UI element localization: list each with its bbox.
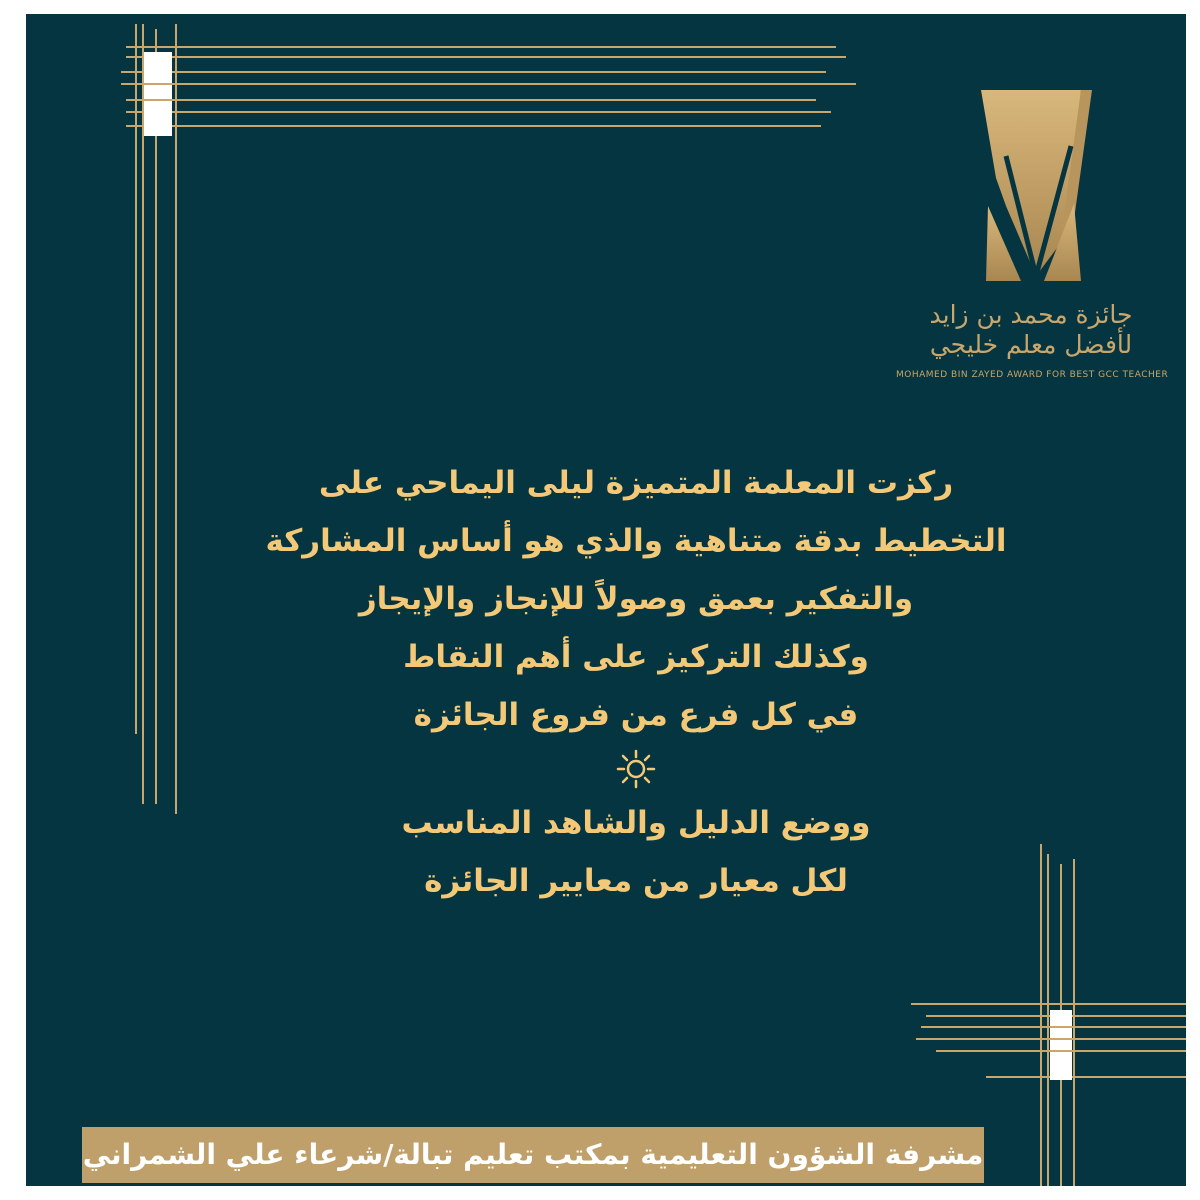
award-logo	[896, 86, 1169, 386]
logo-english-text: MOHAMED BIN ZAYED AWARD FOR BEST GCC TEACHER	[896, 370, 1169, 380]
message-line: ركزت المعلمة المتميزة ليلى اليماحي على	[318, 465, 954, 501]
separator	[206, 744, 1066, 794]
main-message	[206, 454, 1066, 910]
message-line: التخطيط بدقة متناهية والذي هو أساس المشاركة	[265, 523, 1007, 559]
award-emblem-icon	[896, 86, 1166, 296]
poster-card	[26, 14, 1186, 1186]
author-attribution-bar: مشرفة الشؤون التعليمية بمكتب تعليم تبالة/شرعاء علي الشمراني	[82, 1127, 984, 1183]
message-line: والتفكير بعمق وصولاً للإنجاز والإيجاز	[358, 581, 914, 617]
message-line: وكذلك التركيز على أهم النقاط	[403, 639, 869, 675]
logo-arabic-line-1: جائزة محمد بن زايد	[929, 300, 1133, 329]
logo-arabic-line-2: لأفضل معلم خليجي	[929, 330, 1133, 359]
message-line: لكل معيار من معايير الجائزة	[424, 863, 848, 899]
message-line: ووضع الدليل والشاهد المناسب	[401, 805, 871, 841]
sun-icon	[616, 749, 656, 789]
message-line: في كل فرع من فروع الجائزة	[413, 697, 859, 733]
